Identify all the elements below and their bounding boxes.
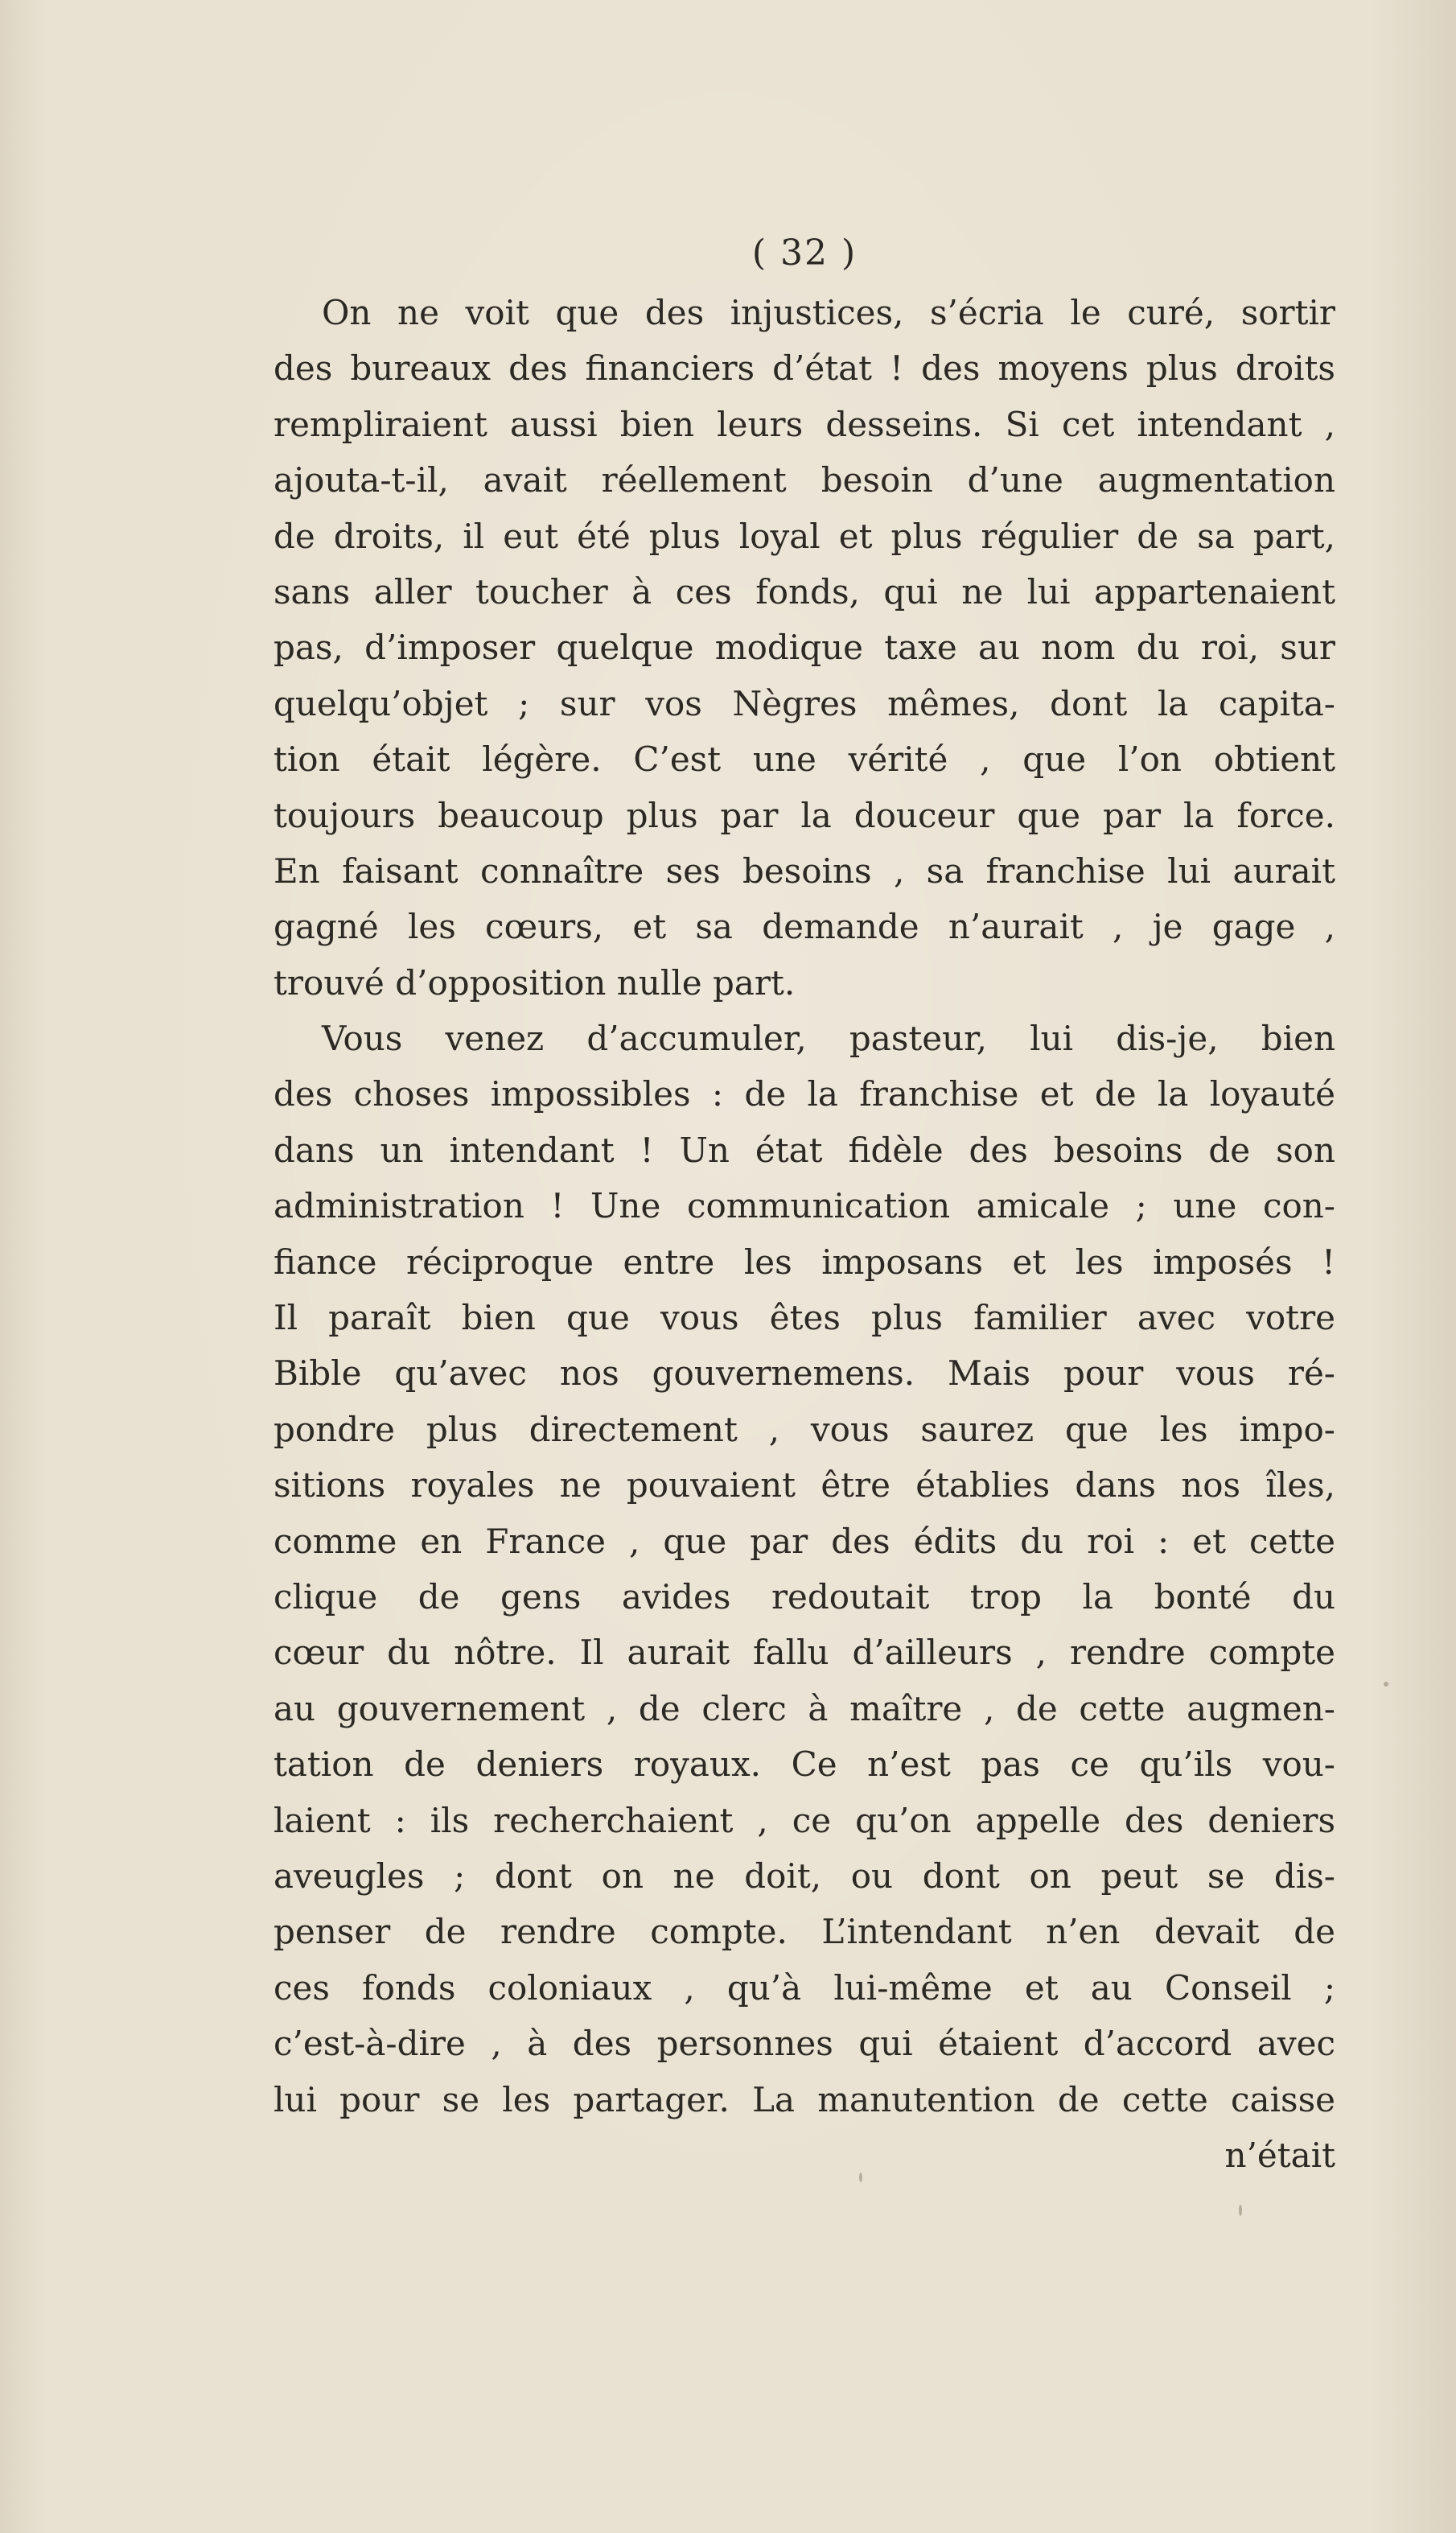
page-number: ( 32 ) [751, 233, 858, 274]
text-line: pondre plus directement , vous saurez que les impo- [274, 1409, 1335, 1449]
paper-speck [1239, 2205, 1242, 2216]
text-line: gagné les cœurs, et sa demande n’aurait , je gage , [274, 907, 1335, 947]
text-line: Il paraît bien que vous êtes plus familier avec votre [274, 1298, 1335, 1338]
paper-speck [1384, 1682, 1388, 1687]
text-line: sans aller toucher à ces fonds, qui ne lui appartenaient [274, 571, 1335, 612]
text-line: cœur du nôtre. Il aurait fallu d’ailleurs , rendre compte [274, 1633, 1335, 1673]
text-line: rempliraient aussi bien leurs desseins. Si cet intendant , [274, 404, 1335, 444]
text-line: quelqu’objet ; sur vos Nègres mêmes, dont la capita- [274, 683, 1335, 723]
text-line: Vous venez d’accumuler, pasteur, lui dis-je, bien [322, 1019, 1335, 1059]
paragraph-2 [274, 1011, 1335, 2127]
text-line: dans un intendant ! Un état fidèle des besoins de son [274, 1130, 1335, 1170]
text-line: tion était légère. C’est une vérité , que l’on obtient [274, 739, 1335, 780]
text-line: des bureaux des financiers d’état ! des moyens plus droits [274, 348, 1335, 389]
text-line: c’est-à-dire , à des personnes qui étaient d’accord avec [274, 2024, 1335, 2064]
text-line: laient : ils recherchaient , ce qu’on appelle des deniers [274, 1800, 1335, 1840]
catchword: n’était [1224, 2135, 1335, 2175]
text-block [274, 225, 1335, 2183]
text-line: aveugles ; dont on ne doit, ou dont on peut se dis- [274, 1855, 1335, 1896]
text-line: Bible qu’avec nos gouvernemens. Mais pour vous ré- [274, 1353, 1335, 1394]
text-line: lui pour se les partager. La manutention de cette caisse [274, 2079, 1335, 2119]
text-line: des choses impossibles : de la franchise et de la loyauté [274, 1074, 1335, 1114]
text-line: ces fonds coloniaux , qu’à lui-même et au Conseil ; [274, 1967, 1335, 2008]
text-line: tation de deniers royaux. Ce n’est pas ce qu’ils vou- [274, 1744, 1335, 1785]
text-line: ajouta-t-il, avait réellement besoin d’une augmentation [274, 460, 1335, 500]
text-line: fiance réciproque entre les imposans et les imposés ! [274, 1242, 1335, 1282]
text-line: clique de gens avides redoutait trop la bonté du [274, 1576, 1335, 1617]
text-line: trouvé d’opposition nulle part. [274, 962, 796, 1003]
text-line: pas, d’imposer quelque modique taxe au nom du roi, sur [274, 628, 1335, 668]
paragraph-1 [274, 285, 1335, 1011]
text-line: administration ! Une communication amicale ; une con- [274, 1186, 1335, 1226]
text-line: de droits, il eut été plus loyal et plus régulier de sa part, [274, 516, 1335, 556]
text-line: toujours beaucoup plus par la douceur que par la force. [274, 795, 1335, 835]
text-line: En faisant connaître ses besoins , sa franchise lui aurait [274, 851, 1335, 891]
text-line: On ne voit que des injustices, s’écria le curé, sortir [322, 293, 1335, 332]
text-line: comme en France , que par des édits du roi : et cette [274, 1521, 1335, 1561]
text-line: au gouvernement , de clerc à maître , de cette augmen- [274, 1688, 1335, 1728]
text-line: penser de rendre compte. L’intendant n’en devait de [274, 1912, 1335, 1952]
text-line: sitions royales ne pouvaient être établies dans nos îles, [274, 1465, 1335, 1505]
